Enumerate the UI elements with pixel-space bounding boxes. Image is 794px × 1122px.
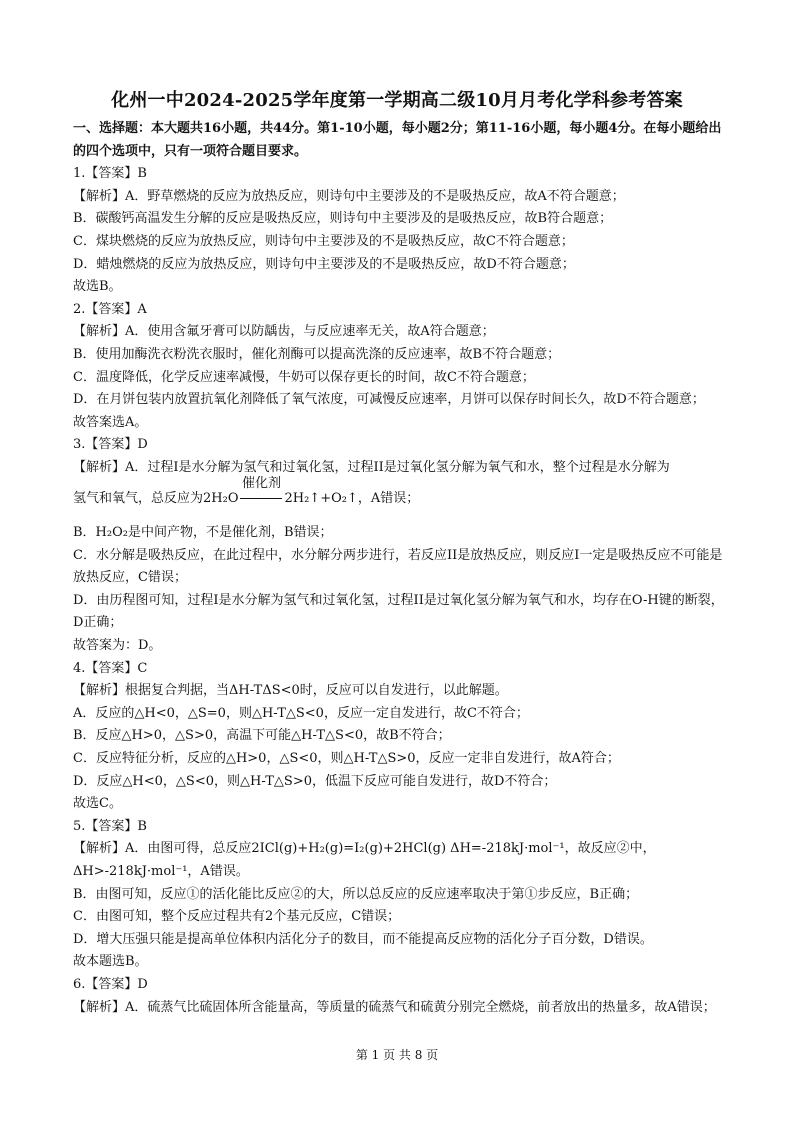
q3-line: 【解析】A．过程I是水分解为氢气和过氧化氢，过程II是过氧化氢分解为氧气和水，整个过程是水分解为 [73,459,670,475]
page-footer: 第 1 页 共 8 页 [355,1048,439,1062]
q4-line: 【解析】根据复合判据，当ΔH-TΔS<0时，反应可以自发进行，以此解题。 [73,683,508,699]
q1-line: 【解析】A．野草燃烧的反应为放热反应，则诗句中主要涉及的不是吸热反应，故A不符合题意； [73,188,625,204]
q1-line: D．蜡烛燃烧的反应为放热反应，则诗句中主要涉及的不是吸热反应，故D不符合题意； [73,256,575,272]
q2-line: 故答案选A。 [73,414,148,430]
q2-line: C．温度降低，化学反应速率减慢，牛奶可以保存更长的时间，故C不符合题意； [73,369,535,385]
q3-line: C．水分解是吸热反应，在此过程中，水分解分两步进行，若反应II是放热反应，则反应I一定是吸热反应不可能是放热反应，C错误； [73,547,723,586]
q5-line: 故本题选B。 [73,954,148,970]
q4-answer: 4.【答案】C [73,660,148,676]
q4-line: 故选C。 [73,796,122,812]
formula-suffix: 2H₂↑+O₂↑，A错误； [284,490,420,506]
catalyst-arrow [238,475,284,511]
page-title: 化州一中2024-2025学年度第一学期高二级10月月考化学科参考答案 [111,90,683,111]
catalyst-label: 催化剂 [241,475,281,491]
q6-line: 【解析】A．硫蒸气比硫固体所含能量高，等质量的硫蒸气和硫黄分别完全燃烧，前者放出的热量多，故A错误； [73,999,716,1015]
q2-line: B．使用加酶洗衣粉洗衣服时，催化剂酶可以提高洗涤的反应速率，故B不符合题意； [73,346,561,362]
q5-line: D．增大压强只能是提高单位体积内活化分子的数目，而不能提高反应物的活化分子百分数，D错误。 [73,931,653,947]
q4-line: B．反应△H>0，△S>0，高温下可能△H-T△S<0，故B不符合； [73,728,451,744]
formula-prefix: 氢气和氧气，总反应为2H₂O [73,490,239,506]
q1-line: C．煤块燃烧的反应为放热反应，则诗句中主要涉及的不是吸热反应，故C不符合题意； [73,233,574,249]
answer-content [73,118,725,1019]
q3-line: D．由历程图可知，过程I是水分解为氢气和过氧化氢，过程II是过氧化氢分解为氧气和水，均存在O-H键的断裂，D正确； [73,592,724,631]
section-heading: 一、选择题：本大题共16小题，共44分。第1-10小题，每小题2分；第11-16小题，每小题4分。在每小题给出的四个选项中，只有一项符合题目要求。 [73,121,722,159]
q5-answer: 5.【答案】B [73,818,147,834]
q2-line: 【解析】A．使用含氟牙膏可以防龋齿，与反应速率无关，故A符合题意； [73,324,495,340]
q3-formula-line [73,475,725,511]
q1-line: B．碳酸钙高温发生分解的反应是吸热反应，则诗句中主要涉及的是吸热反应，故B符合题意； [73,211,613,227]
q3-answer: 3.【答案】D [73,437,148,453]
q1-line: 故选B。 [73,279,122,295]
q2-line: D．在月饼包装内放置抗氧化剂降低了氧气浓度，可减慢反应速率，月饼可以保存时间长久，故D不符合题意； [73,392,705,408]
q3-line: B．H₂O₂是中间产物，不是催化剂，B错误； [73,525,333,541]
reaction-bar [240,498,282,499]
q4-line: D．反应△H<0，△S<0，则△H-T△S>0，低温下反应可能自发进行，故D不符合； [73,773,557,789]
q5-line: C．由图可知，整个反应过程共有2个基元反应，C错误； [73,909,401,925]
q2-answer: 2.【答案】A [73,301,147,317]
q5-line: B．由图可知，反应①的活化能比反应②的大，所以总反应的反应速率取决于第①步反应，B正确； [73,886,639,902]
q6-answer: 6.【答案】D [73,976,148,992]
q4-line: A．反应的△H<0，△S=0，则△H-T△S<0，反应一定自发进行，故C不符合； [73,705,529,721]
q1-answer: 1.【答案】B [73,166,147,182]
q5-line: 【解析】A．由图可得，总反应2ICl(g)+H₂(g)=I₂(g)+2HCl(g) ΔH=-218kJ·mol⁻¹，故反应②中，ΔH>-218kJ·mol⁻¹，A错误。 [73,841,656,879]
q4-line: C．反应特征分析，反应的△H>0，△S<0，则△H-T△S>0，反应一定非自发进行，故A符合； [73,751,620,767]
q3-line: 故答案为：D。 [73,638,162,654]
